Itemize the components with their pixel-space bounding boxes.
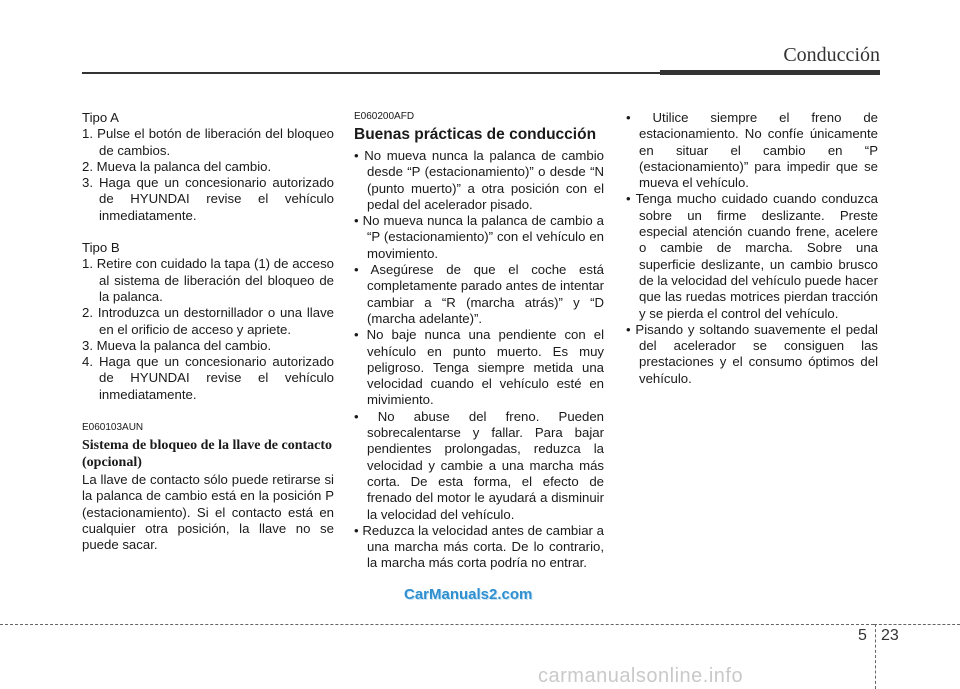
bullet-item: • No abuse del freno. Pueden sobrecalentarse y fallar. Para bajar pendientes prolongadas, reduzca la velocidad y cambie a una marcha más corta. De esta forma, el efecto de frenado del motor le ayudará a disminuir la velocidad del vehículo. (354, 408, 604, 522)
tipo-b-step-4: 4. Haga que un concesionario autorizado de HYUNDAI revise el vehículo inmediatamente. (82, 354, 334, 402)
tipo-a-step-1: 1. Pulse el botón de liberación del bloqueo de cambios. (82, 126, 334, 158)
tipo-a-step-3: 3. Haga que un concesionario autorizado de HYUNDAI revise el vehículo inmediatamente. (82, 175, 334, 223)
bullet-item: • Pisando y soltando suavemente el pedal del acelerador se consiguen las prestaciones y el consumo óptimos del vehículo. (626, 321, 878, 386)
section-heading: Buenas prácticas de conducción (354, 126, 597, 143)
page-number-divider (875, 624, 876, 689)
section-paragraph: La llave de contacto sólo puede retirarse si la palanca de cambio está en la posición P (estacionamiento). Si el contacto está en cualquier otra posición, la llave no se puede sacar. (82, 472, 334, 553)
section-title: Sistema de bloqueo de la llave de contacto (opcional) (82, 438, 333, 471)
bullet-item: • No mueva nunca la palanca de cambio a “P (estacionamiento)” con el vehículo en movimiento. (354, 213, 604, 261)
page-header-title: Conducción (783, 44, 880, 66)
bullet-item: • Reduzca la velocidad antes de cambiar a una marcha más corta. De lo contrario, la marcha más corta podría no entrar. (354, 522, 604, 571)
column-left (82, 110, 334, 554)
bullet-item: • Tenga mucho cuidado cuando conduzca sobre un firme deslizante. Preste especial atención cuando frene, acelere o cambie de marcha. Sobre una superficie deslizante, un cambio brusco de la velocidad del vehículo puede hacer que las ruedas motrices pierdan tracción y se pierda el control del vehículo. (626, 191, 879, 321)
header-rule (82, 72, 662, 74)
footer-rule (0, 624, 874, 625)
tipo-a-step-2: 2. Mueva la palanca del cambio. (82, 158, 272, 174)
column-right (626, 110, 878, 387)
tipo-a-label: Tipo A (82, 110, 119, 125)
header-rule-accent (660, 70, 880, 75)
page-number: 23 (881, 627, 899, 644)
bullet-item: • Asegúrese de que el coche está completamente parado antes de intentar cambiar a “R (marcha atrás)” y “D (marcha adelante)”. (354, 262, 604, 326)
tipo-b-step-3: 3. Mueva la palanca del cambio. (82, 337, 272, 353)
tipo-b-label: Tipo B (82, 240, 120, 256)
bullet-item: • Utilice siempre el freno de estacionamiento. No confíe únicamente en situar el cambio en “P (estacionamiento)” para impedir que se mueva el vehículo. (626, 110, 878, 191)
watermark-link[interactable]: CarManuals2.com (404, 586, 533, 603)
section-code: E060200AFD (354, 111, 415, 122)
footer-rule-right (874, 624, 960, 625)
column-middle (354, 110, 604, 572)
bullet-item: • No mueva nunca la palanca de cambio desde “P (estacionamiento)” o desde “N (punto muerto)” a otra posición con el pedal del acelerador pisado. (354, 148, 604, 212)
bullet-item: • No baje nunca una pendiente con el vehículo en punto muerto. Es muy peligroso. Tenga siempre metida una velocidad cuando el vehículo esté en mivimiento. (354, 327, 604, 408)
section-code: E060103AUN (82, 422, 144, 434)
tipo-b-step-1: 1. Retire con cuidado la tapa (1) de acceso al sistema de liberación del bloqueo de la palanca. (82, 256, 334, 304)
chapter-number: 5 (858, 627, 867, 644)
site-watermark: carmanualsonline.info (538, 665, 744, 687)
tipo-b-step-2: 2. Introduzca un destornillador o una llave en el orificio de acceso y apriete. (82, 305, 334, 337)
